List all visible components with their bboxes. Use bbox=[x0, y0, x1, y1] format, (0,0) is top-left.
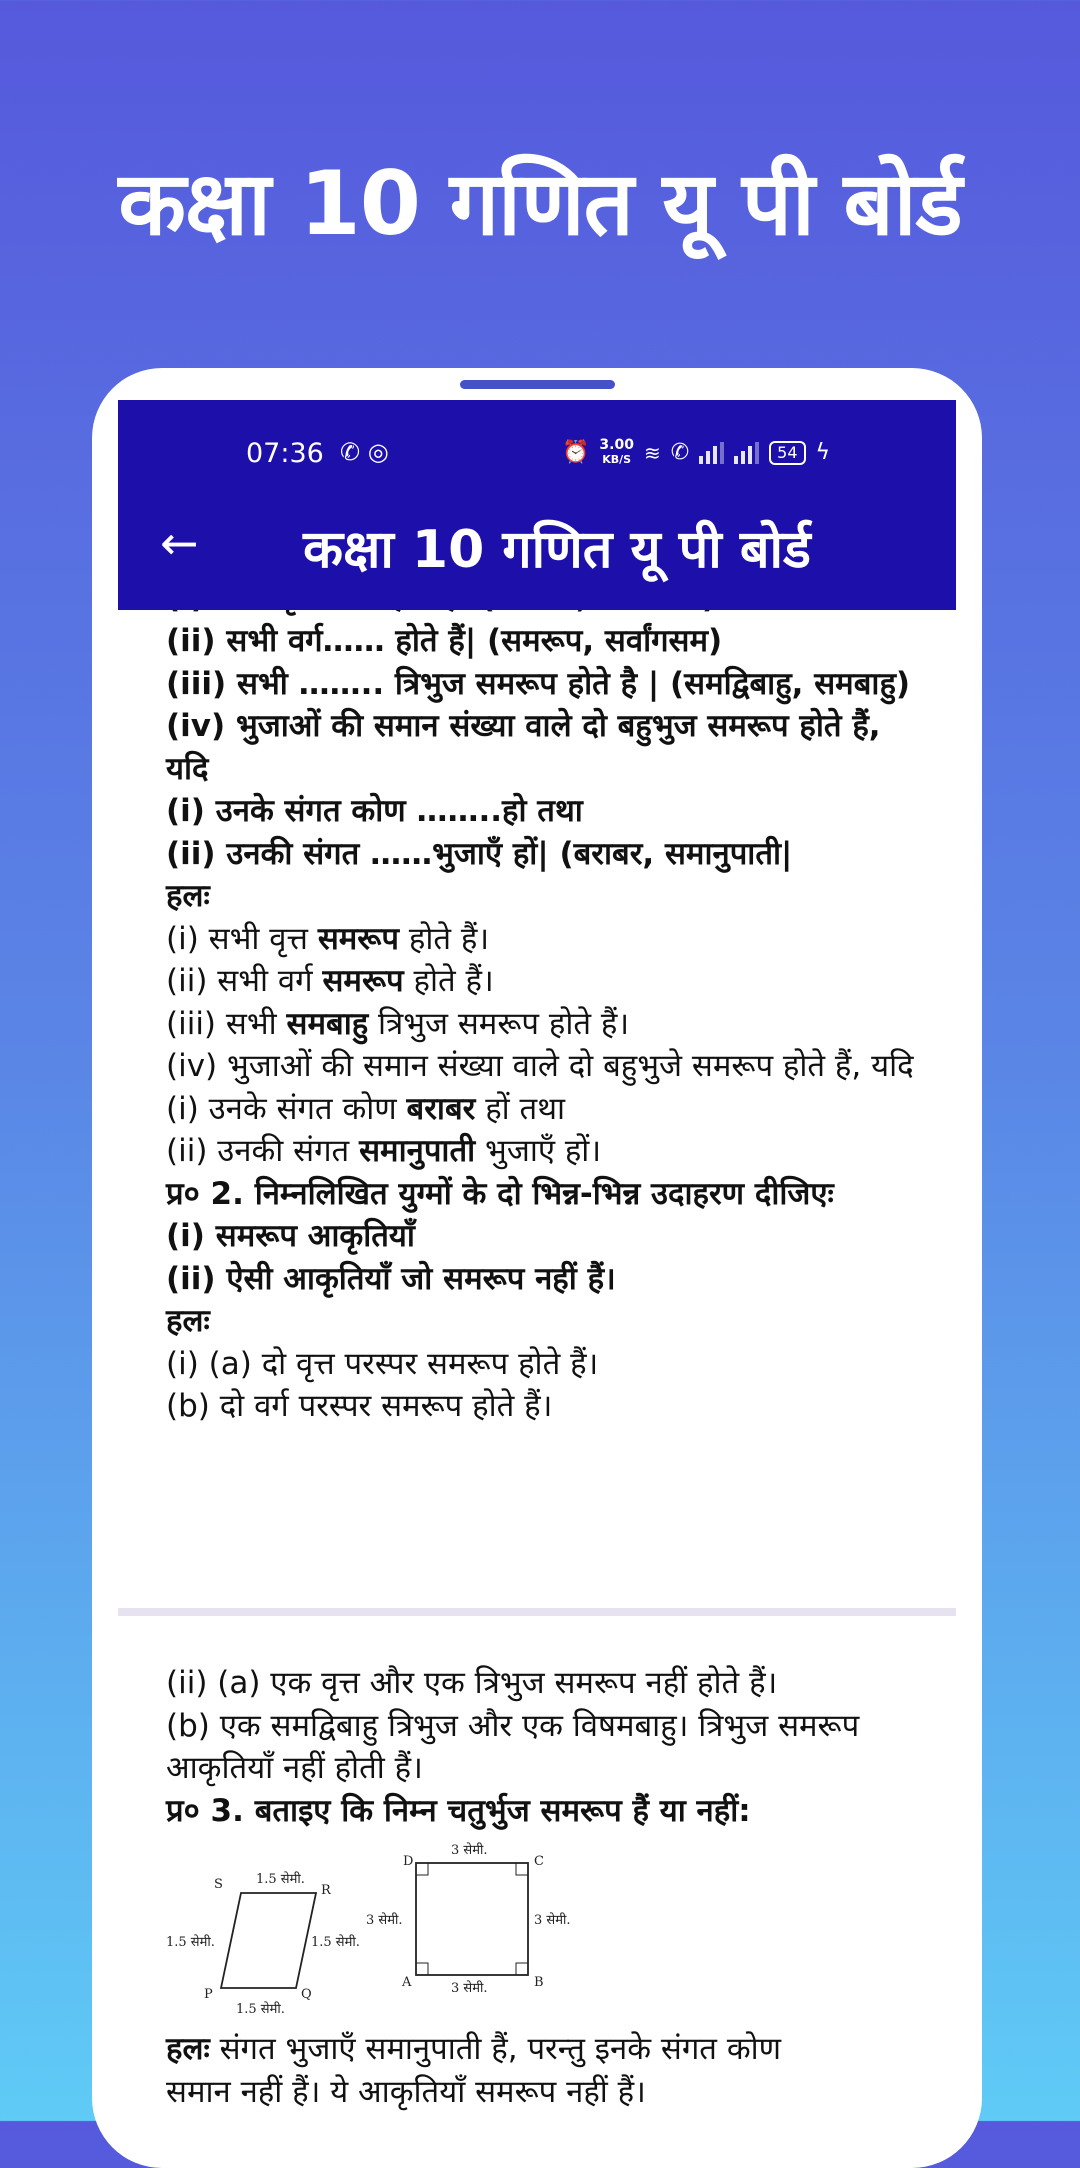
volte-call-icon: ✆ bbox=[670, 440, 690, 465]
charging-icon: ϟ bbox=[815, 440, 831, 465]
phone-screen bbox=[118, 400, 956, 2110]
answer-line: (ii) (a) एक वृत्त और एक त्रिभुज समरूप नहीं होते हैं। bbox=[166, 1665, 778, 1701]
promo-title: कक्षा 10 गणित यू पी बोर्ड bbox=[118, 152, 962, 255]
answer-line: समान नहीं हैं। ये आकृतियाँ समरूप नहीं हैं। bbox=[166, 2073, 646, 2110]
status-bar bbox=[118, 438, 956, 478]
answer-line: (ii) सभी वर्ग समरूप होते हैं। bbox=[166, 963, 494, 999]
toolbar-title: कक्षा 10 गणित यू पी बोर्ड bbox=[303, 520, 811, 580]
wifi-icon: ≋ bbox=[643, 440, 661, 465]
vertex-label-d: D bbox=[403, 1854, 414, 1869]
missed-call-icon: ✆ bbox=[340, 438, 361, 466]
vertex-label-q: Q bbox=[301, 1987, 312, 2002]
phone-speaker bbox=[460, 380, 615, 389]
answer-line: (i) उनके संगत कोण बराबर हों तथा bbox=[166, 1090, 566, 1127]
side-label-bottom: 1.5 सेमी. bbox=[236, 2002, 285, 2017]
content-section bbox=[166, 590, 926, 1428]
side-label-right: 3 सेमी. bbox=[534, 1913, 571, 1928]
status-time: 07:36 bbox=[246, 438, 324, 469]
question-line: (iii) सभी …….. त्रिभुज समरूप होते है | (समद्विबाहु, समबाहु) bbox=[166, 665, 911, 702]
answer-line: (b) एक समद्विबाहु त्रिभुज और एक विषमबाहु। त्रिभुज समरूप आकृतियाँ नहीं होती हैं। bbox=[166, 1707, 860, 1786]
signal-icon bbox=[734, 442, 759, 464]
question-2: प्र० 2. निम्नलिखित युग्मों के दो भिन्न-भिन्न उदाहरण दीजिएः bbox=[166, 1175, 834, 1212]
question-2-part-ii: (ii) ऐसी आकृतियाँ जो समरूप नहीं हैं। bbox=[166, 1260, 616, 1297]
solution-label: हलः bbox=[166, 1303, 210, 1339]
net-speed: 3.00 KB/S bbox=[599, 437, 634, 466]
question-line: (ii) सभी वर्ग…… होते हैं| (समरूप, सर्वांगसम) bbox=[166, 623, 723, 659]
answer-line: (b) दो वर्ग परस्पर समरूप होते हैं। bbox=[166, 1388, 553, 1424]
question-line: (ii) उनकी संगत ……भुजाएँ हों| (बराबर, समानुपाती| bbox=[166, 835, 793, 872]
solution-label: हलः bbox=[166, 878, 210, 914]
side-label-bottom: 3 सेमी. bbox=[451, 1981, 488, 1996]
side-label-left: 3 सेमी. bbox=[366, 1913, 403, 1928]
vertex-label-s: S bbox=[214, 1877, 223, 1892]
answer-line: हलः संगत भुजाएँ समानुपाती हैं, परन्तु इनके संगत कोण bbox=[166, 2031, 782, 2067]
vertex-label-p: P bbox=[204, 1987, 213, 2002]
vertex-label-a: A bbox=[402, 1975, 412, 1990]
question-3: प्र० 3. बताइए कि निम्न चतुर्भुज समरूप हैं या नहीं: bbox=[166, 1792, 751, 1829]
question-2-part-i: (i) समरूप आकृतियाँ bbox=[166, 1218, 415, 1254]
arrow-left-icon[interactable]: ← bbox=[160, 516, 199, 570]
answer-line: (i) (a) दो वृत्त परस्पर समरूप होते हैं। bbox=[166, 1345, 599, 1382]
side-label-top: 3 सेमी. bbox=[451, 1843, 488, 1858]
vertex-label-c: C bbox=[534, 1854, 544, 1869]
answer-line: (iii) सभी समबाहु त्रिभुज समरूप होते हैं। bbox=[166, 1005, 630, 1042]
quadrilaterals-figure bbox=[166, 1838, 626, 2018]
phone-mockup bbox=[92, 368, 982, 2168]
side-label-left: 1.5 सेमी. bbox=[166, 1935, 215, 1950]
answer-section bbox=[166, 2028, 926, 2113]
question-line: (iv) भुजाओं की समान संख्या वाले दो बहुभुज समरूप होते हैं, यदि bbox=[166, 708, 881, 787]
answer-line: (i) सभी वृत्त समरूप होते हैं। bbox=[166, 920, 490, 957]
vertex-label-r: R bbox=[321, 1883, 331, 1898]
answer-line: (ii) उनकी संगत समानुपाती भुजाएँ हों। bbox=[166, 1133, 602, 1169]
question-line: (i) उनके संगत कोण ……..हो तथा bbox=[166, 793, 583, 829]
answer-line: (iv) भुजाओं की समान संख्या वाले दो बहुभुजे समरूप होते हैं, यदि bbox=[166, 1048, 914, 1084]
battery-icon: 54 bbox=[769, 441, 805, 465]
vertex-label-b: B bbox=[534, 1975, 544, 1990]
status-right-icons bbox=[562, 438, 830, 467]
alarm-icon: ⏰ bbox=[562, 440, 590, 465]
content-section-2 bbox=[166, 1662, 926, 1832]
signal-icon bbox=[699, 442, 724, 464]
side-label-top: 1.5 सेमी. bbox=[256, 1872, 305, 1887]
status-left-icons bbox=[340, 438, 389, 466]
app-bar bbox=[118, 400, 956, 610]
side-label-right: 1.5 सेमी. bbox=[311, 1935, 360, 1950]
whatsapp-icon: ◎ bbox=[367, 438, 389, 466]
section-divider bbox=[118, 1608, 956, 1616]
